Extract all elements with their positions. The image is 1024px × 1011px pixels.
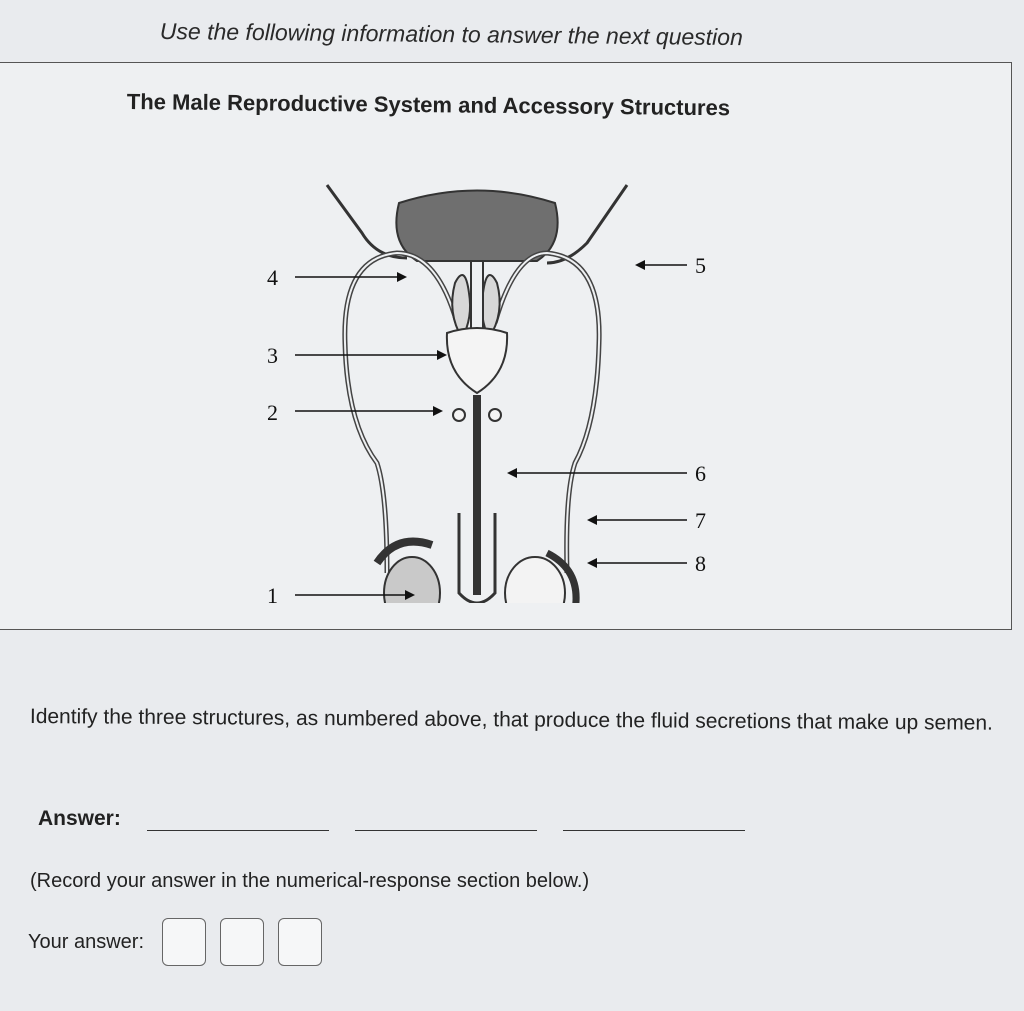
left-bulbourethral-gland: [453, 409, 465, 421]
answer-blank-2[interactable]: [355, 800, 537, 831]
prostate-gland: [447, 328, 507, 393]
bladder-shape: [396, 191, 557, 262]
answer-digit-box-1[interactable]: [162, 918, 206, 966]
label-3: 3: [267, 343, 278, 368]
label-7: 7: [695, 508, 706, 533]
reproductive-system-diagram: [247, 173, 727, 603]
arrowhead-3: [437, 350, 447, 360]
left-vas-deferens: [345, 253, 457, 573]
answer-digit-box-3[interactable]: [278, 918, 322, 966]
label-2: 2: [267, 400, 278, 425]
intro-text: Use the following information to answer the next question: [159, 18, 743, 51]
your-answer-row: [28, 918, 336, 966]
right-bulbourethral-gland: [489, 409, 501, 421]
answer-blank-3[interactable]: [563, 800, 745, 831]
label-6: 6: [695, 461, 706, 486]
label-5: 5: [695, 253, 706, 278]
left-vas-deferens-inner: [345, 253, 457, 573]
answer-row: [38, 800, 745, 831]
information-box: [0, 62, 1012, 630]
answer-digit-box-2[interactable]: [220, 918, 264, 966]
arrowhead-8: [587, 558, 597, 568]
answer-blank-1[interactable]: [147, 800, 329, 831]
arrowhead-4: [397, 272, 407, 282]
arrowhead-5: [635, 260, 645, 270]
arrowhead-6: [507, 468, 517, 478]
answer-label: Answer:: [38, 807, 121, 830]
left-ureter: [327, 185, 407, 258]
upper-urethra: [471, 261, 483, 331]
label-8: 8: [695, 551, 706, 576]
your-answer-label: Your answer:: [28, 930, 144, 953]
label-4: 4: [267, 265, 278, 290]
lower-urethra: [473, 395, 481, 595]
right-ureter: [547, 185, 627, 263]
diagram-title: The Male Reproductive System and Accessory Structures: [126, 89, 731, 121]
label-1: 1: [267, 583, 278, 603]
question-text: Identify the three structures, as numbered above, that produce the fluid secretions that make up semen.: [29, 704, 994, 735]
arrowhead-2: [433, 406, 443, 416]
record-instructions: (Record your answer in the numerical-response section below.): [30, 870, 590, 892]
right-testis: [505, 557, 565, 603]
right-vas-deferens-inner: [495, 253, 599, 573]
arrowhead-7: [587, 515, 597, 525]
right-vas-deferens: [495, 253, 599, 573]
